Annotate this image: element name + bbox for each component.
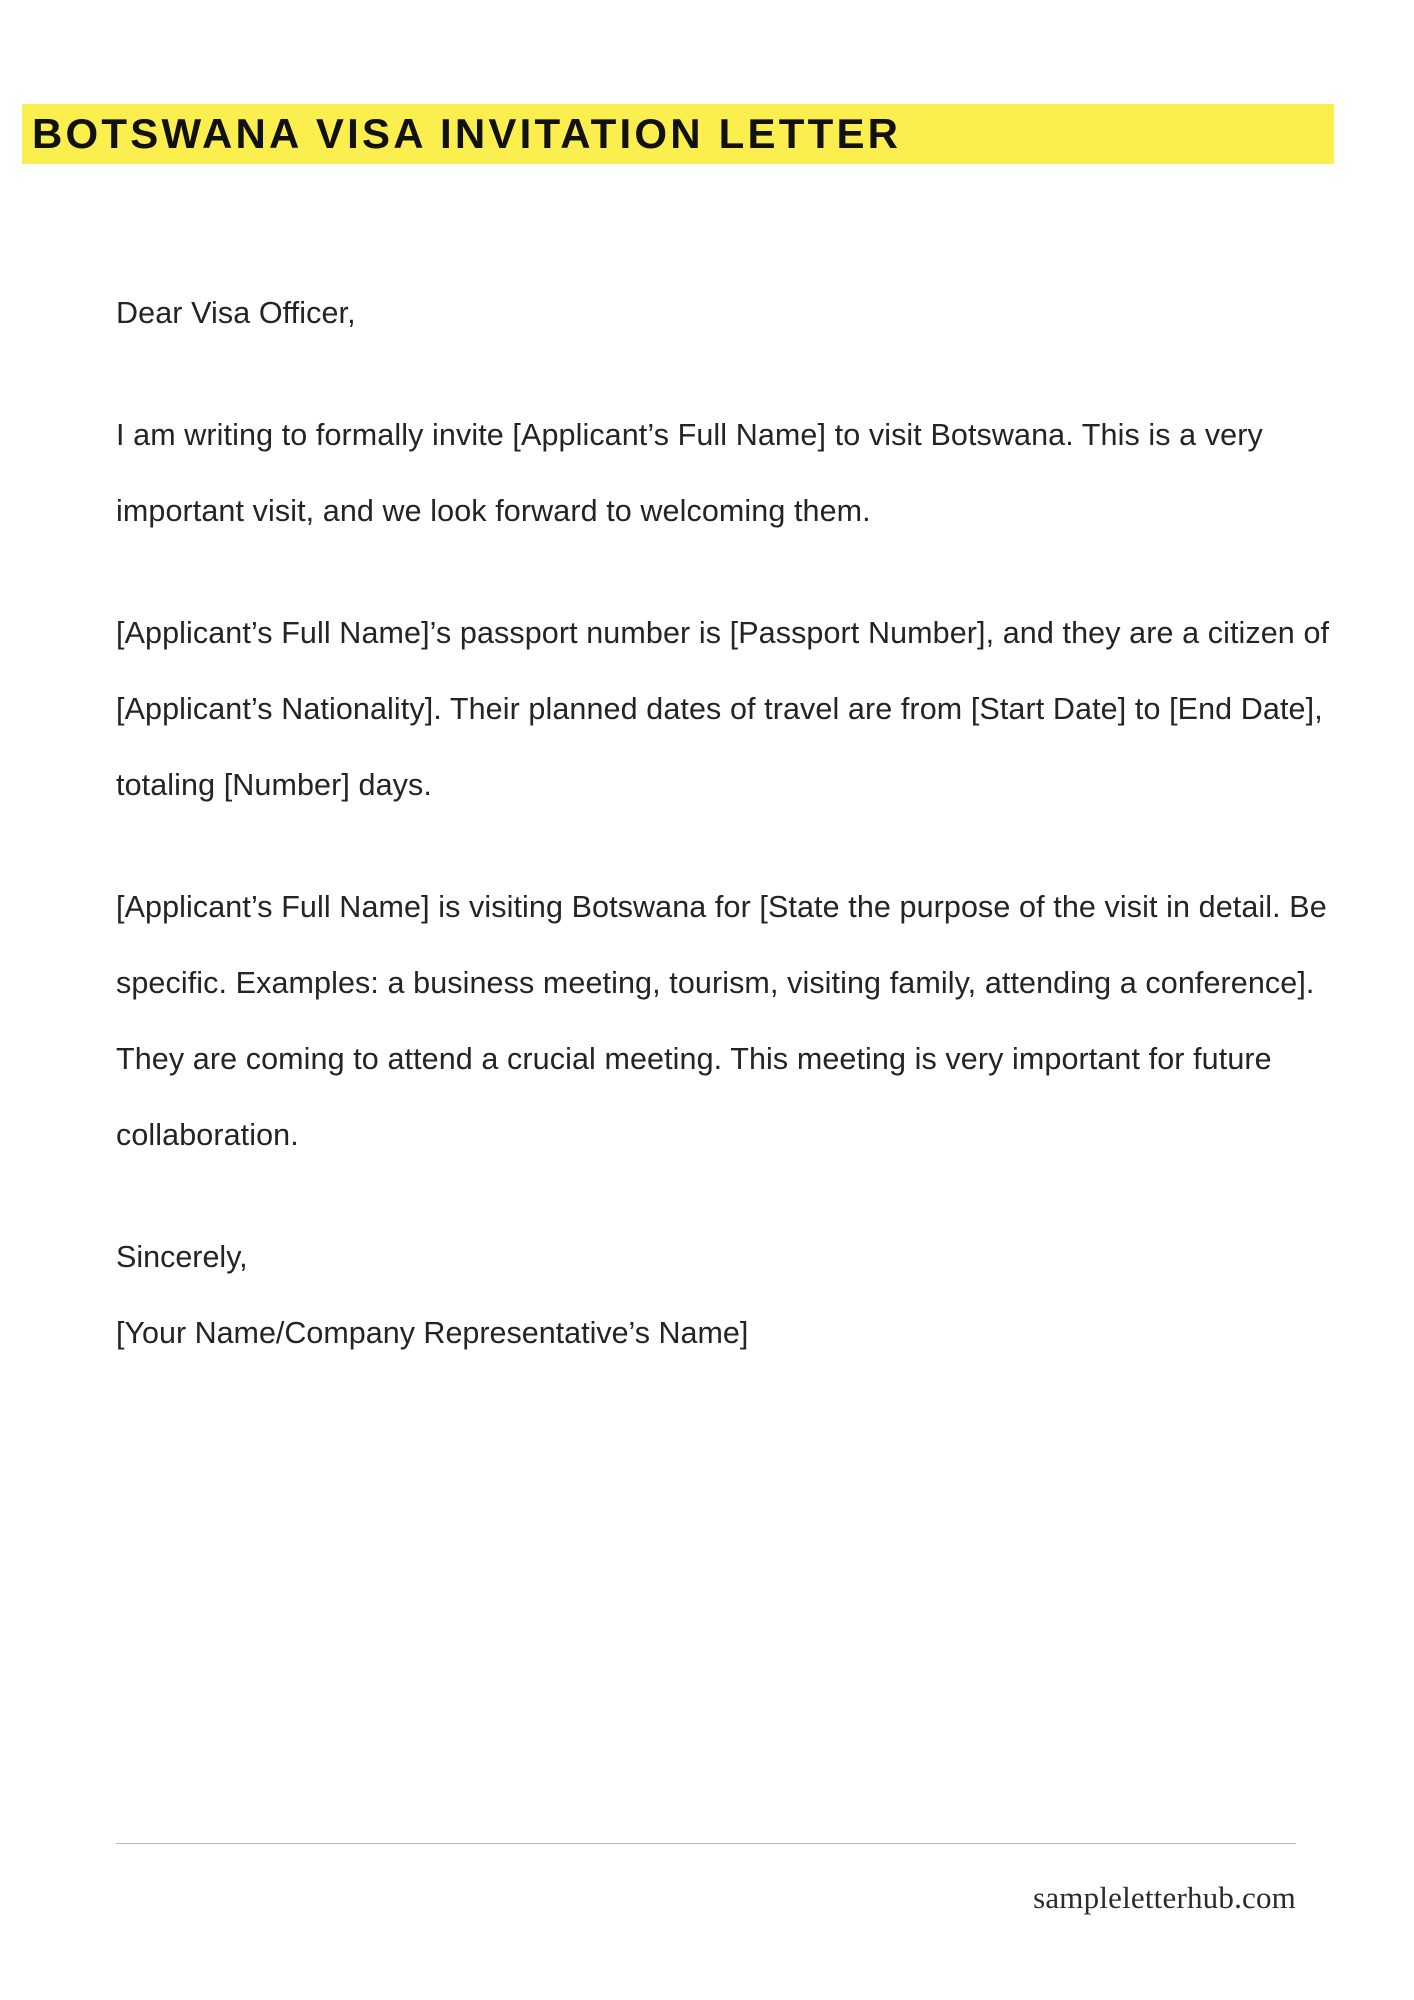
signature-block — [116, 1219, 1338, 1371]
paragraph-invitation: I am writing to formally invite [Applicant’s Full Name] to visit Botswana. This is a very important visit, and we look forward to welcoming them. — [116, 418, 1263, 528]
closing-line: Sincerely, — [116, 1240, 248, 1274]
page-title: BOTSWANA VISA INVITATION LETTER — [32, 110, 902, 157]
footer-source: sampleletterhub.com — [1033, 1880, 1296, 1915]
paragraph-passport-details: [Applicant’s Full Name]’s passport number is [Passport Number], and they are a citizen of [Applicant’s Nationality]. Their planned dates of travel are from [Start Date] to [End Date], totaling [Number] days. — [116, 616, 1330, 802]
salutation: Dear Visa Officer, — [116, 296, 356, 330]
letter-body — [116, 275, 1338, 1371]
footer-divider — [116, 1843, 1296, 1844]
signature-name: [Your Name/Company Representative’s Name] — [116, 1316, 749, 1350]
paragraph-purpose: [Applicant’s Full Name] is visiting Botswana for [State the purpose of the visit in detail. Be specific. Examples: a business meeting, tourism, visiting family, attending a conference]. They are coming to attend a crucial meeting. This meeting is very important for future collaboration. — [116, 890, 1327, 1152]
title-highlight-band — [22, 104, 1334, 164]
